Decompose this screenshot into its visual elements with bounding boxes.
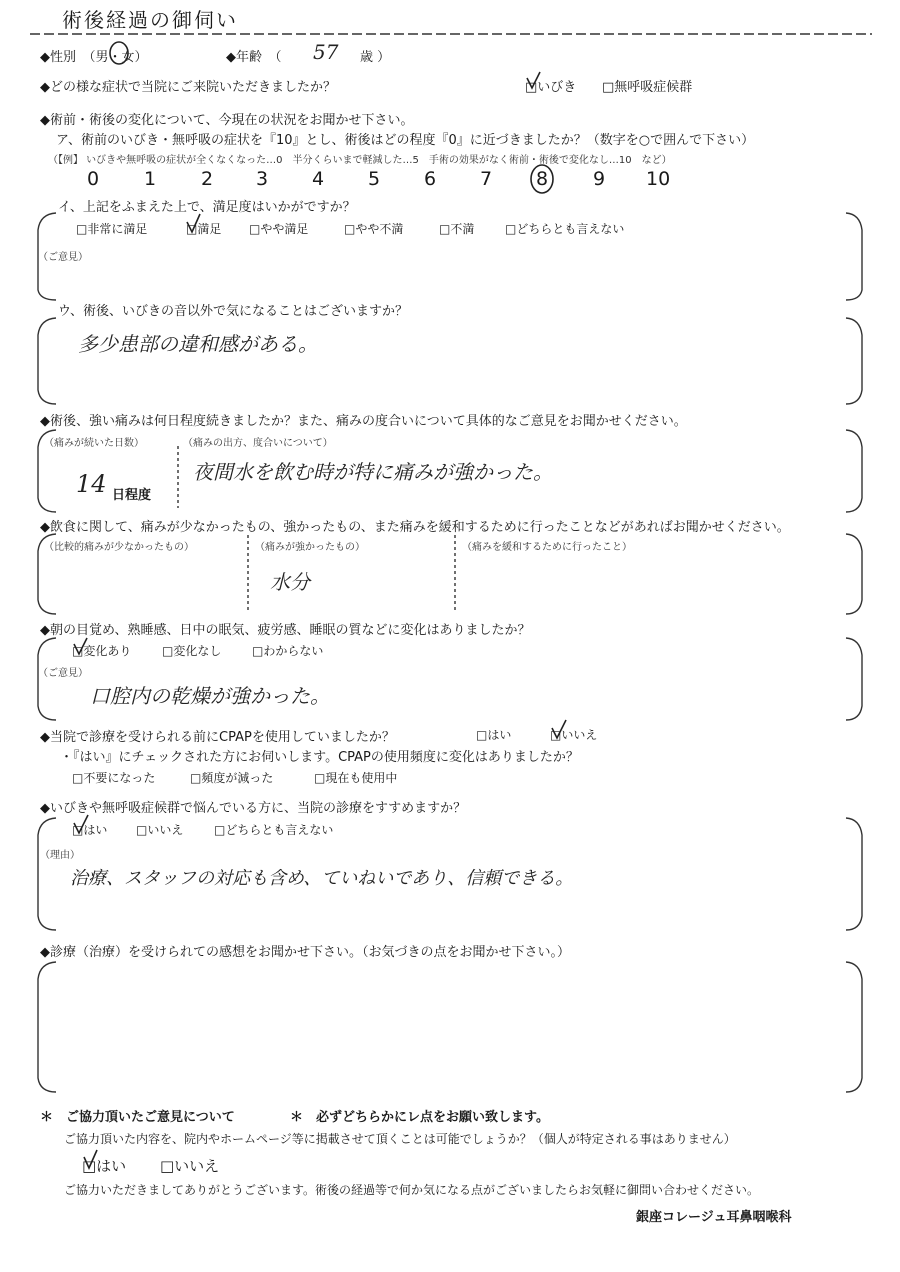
cpap-no[interactable]: □いいえ — [550, 728, 598, 742]
scale-2[interactable]: 2 — [201, 168, 214, 190]
publish-no[interactable]: □いいえ — [160, 1157, 220, 1175]
recommend-question: ◆いびきや無呼吸症候群で悩んでいる方に、当院の診療をすすめますか？ — [40, 801, 467, 816]
age-unit: 歳 ） — [360, 50, 391, 65]
food-question: ◆飲食に関して、痛みが少なかったもの、強かったもの、また痛みを緩和するために行ったことなどがあればお聞かせください。 — [40, 520, 790, 535]
note-title-b: ＊ 必ずどちらかにレ点をお願い致します。 — [290, 1110, 549, 1125]
age-value[interactable]: 57 — [313, 40, 339, 64]
cpap-question: ◆当院で診療を受けられる前にCPAPを使用していましたか？ — [40, 730, 395, 745]
cpap-freq-reduced[interactable]: □頻度が減った — [190, 771, 274, 785]
other-bracket-left — [38, 318, 56, 404]
publish-yes[interactable]: □はい — [82, 1157, 127, 1175]
food-strong-answer[interactable]: 水分 — [270, 570, 310, 594]
publish-question: ご協力頂いた内容を、院内やホームページ等に掲載させて頂くことは可能でしょうか？（個人が特定される事はありません） — [64, 1132, 736, 1146]
pain-detail-label: （痛みの出方、度合いについて） — [183, 438, 333, 449]
change-question: ◆術前・術後の変化について、今現在の状況をお聞かせ下さい。 — [40, 113, 414, 128]
note-title-a: ＊ ご協力頂いたご意見について — [40, 1110, 235, 1125]
cpap-freq-still-using[interactable]: □現在も使用中 — [314, 771, 398, 785]
pain-days-label: （痛みが続いた日数） — [44, 438, 144, 449]
sat-option-satisfied[interactable]: □満足 — [186, 222, 222, 236]
option-apnea[interactable]: □無呼吸症候群 — [602, 80, 693, 95]
morning-question: ◆朝の目覚め、熟睡感、日中の眠気、疲労感、睡眠の質などに変化はありましたか？ — [40, 623, 531, 638]
recommend-yes[interactable]: □はい — [72, 823, 108, 837]
food-bracket-right — [846, 534, 862, 614]
food-less-label: （比較的痛みが少なかったもの） — [44, 542, 194, 553]
scale-3[interactable]: 3 — [256, 168, 269, 190]
scale-6[interactable]: 6 — [424, 168, 437, 190]
option-ibiki[interactable]: □いびき — [525, 80, 577, 95]
morning-answer[interactable]: 口腔内の乾燥が強かった。 — [90, 684, 330, 708]
sat-option-somewhat-satisfied[interactable]: □やや満足 — [249, 222, 309, 236]
page-title: 術後経過の御伺い — [62, 8, 238, 32]
pain-detail-answer[interactable]: 夜間水を飲む時が特に痛みが強かった。 — [193, 460, 553, 484]
morning-opinion-label: （ご意見） — [38, 668, 88, 679]
symptom-question: ◆どの様な症状で当院にご来院いただきましたか？ — [40, 80, 336, 95]
recommend-no[interactable]: □いいえ — [136, 823, 184, 837]
opinion-bracket-right — [846, 213, 862, 300]
sat-option-somewhat-dissatisfied[interactable]: □やや不満 — [344, 222, 404, 236]
clinic-name: 銀座コレージュ耳鼻咽喉科 — [636, 1210, 792, 1225]
scale-5[interactable]: 5 — [368, 168, 381, 190]
scale-8[interactable]: 8 — [536, 168, 549, 190]
satisfaction-question: イ、上記をふまえた上で、満足度はいかがですか？ — [58, 200, 356, 215]
food-strong-label: （痛みが強かったもの） — [255, 542, 365, 553]
scale-9[interactable]: 9 — [593, 168, 606, 190]
thanks-message: ご協力いただきましてありがとうございます。術後の経過等で何か気になる点がございましたらお気軽に御問い合わせください。 — [64, 1183, 760, 1197]
other-concern-answer[interactable]: 多少患部の違和感がある。 — [78, 332, 318, 356]
scale-10[interactable]: 10 — [646, 168, 671, 190]
pain-question: ◆術後、強い痛みは何日程度続きましたか？また、痛みの度合いについて具体的なご意見をお聞かせください。 — [40, 414, 687, 429]
sat-option-very-satisfied[interactable]: □非常に満足 — [76, 222, 148, 236]
morning-bracket-right — [846, 638, 862, 720]
change-example: （【例】 いびきや無呼吸の症状が全くなくなった…0 半分くらいまで軽減した…5 手術の効果がなく術前・術後で変化なし…10 など） — [48, 155, 672, 166]
scale-7[interactable]: 7 — [480, 168, 493, 190]
reason-label: （理由） — [40, 850, 80, 861]
reason-bracket-left — [38, 818, 56, 930]
opinion-label: （ご意見） — [38, 252, 88, 263]
pain-days-unit: 日程度 — [112, 488, 152, 503]
scale-4[interactable]: 4 — [312, 168, 325, 190]
impression-bracket-right — [846, 962, 862, 1092]
cpap-yes[interactable]: □はい — [476, 728, 512, 742]
morning-option-unknown[interactable]: □わからない — [252, 644, 324, 658]
reason-bracket-right — [846, 818, 862, 930]
impression-bracket-left — [38, 962, 56, 1092]
change-question-a: ア、術前のいびき・無呼吸の症状を『10』とし、術後はどの程度『0』に近づきましたか？（数字を○で囲んで下さい） — [56, 133, 755, 148]
cpap-freq-unneeded[interactable]: □不要になった — [72, 771, 156, 785]
scale-1[interactable]: 1 — [144, 168, 157, 190]
pain-days-value[interactable]: 14 — [76, 470, 107, 498]
cpap-frequency-question: ・『はい』にチェックされた方にお伺いします。CPAPの使用頻度に変化はありましたか？ — [60, 750, 579, 765]
other-bracket-right — [846, 318, 862, 404]
gender-question: ◆性別 （男・女） — [40, 50, 148, 65]
age-question: ◆年齢 （ — [226, 50, 282, 65]
pain-bracket-right — [846, 430, 862, 512]
other-concern-question: ウ、術後、いびきの音以外で気になることはございますか？ — [58, 304, 408, 319]
morning-option-no-change[interactable]: □変化なし — [162, 644, 222, 658]
morning-bracket-left — [38, 638, 56, 720]
morning-option-changed[interactable]: □変化あり — [72, 644, 132, 658]
recommend-neutral[interactable]: □どちらとも言えない — [214, 823, 334, 837]
impression-question: ◆診療（治療）を受けられての感想をお聞かせ下さい。（お気づきの点をお聞かせ下さい。） — [40, 945, 570, 960]
sat-option-neutral[interactable]: □どちらとも言えない — [505, 222, 625, 236]
reason-answer[interactable]: 治療、スタッフの対応も含め、ていねいであり、信頼できる。 — [70, 868, 574, 889]
food-relief-label: （痛みを緩和するために行ったこと） — [462, 542, 632, 553]
scale-0[interactable]: 0 — [87, 168, 100, 190]
sat-option-dissatisfied[interactable]: □不満 — [439, 222, 475, 236]
